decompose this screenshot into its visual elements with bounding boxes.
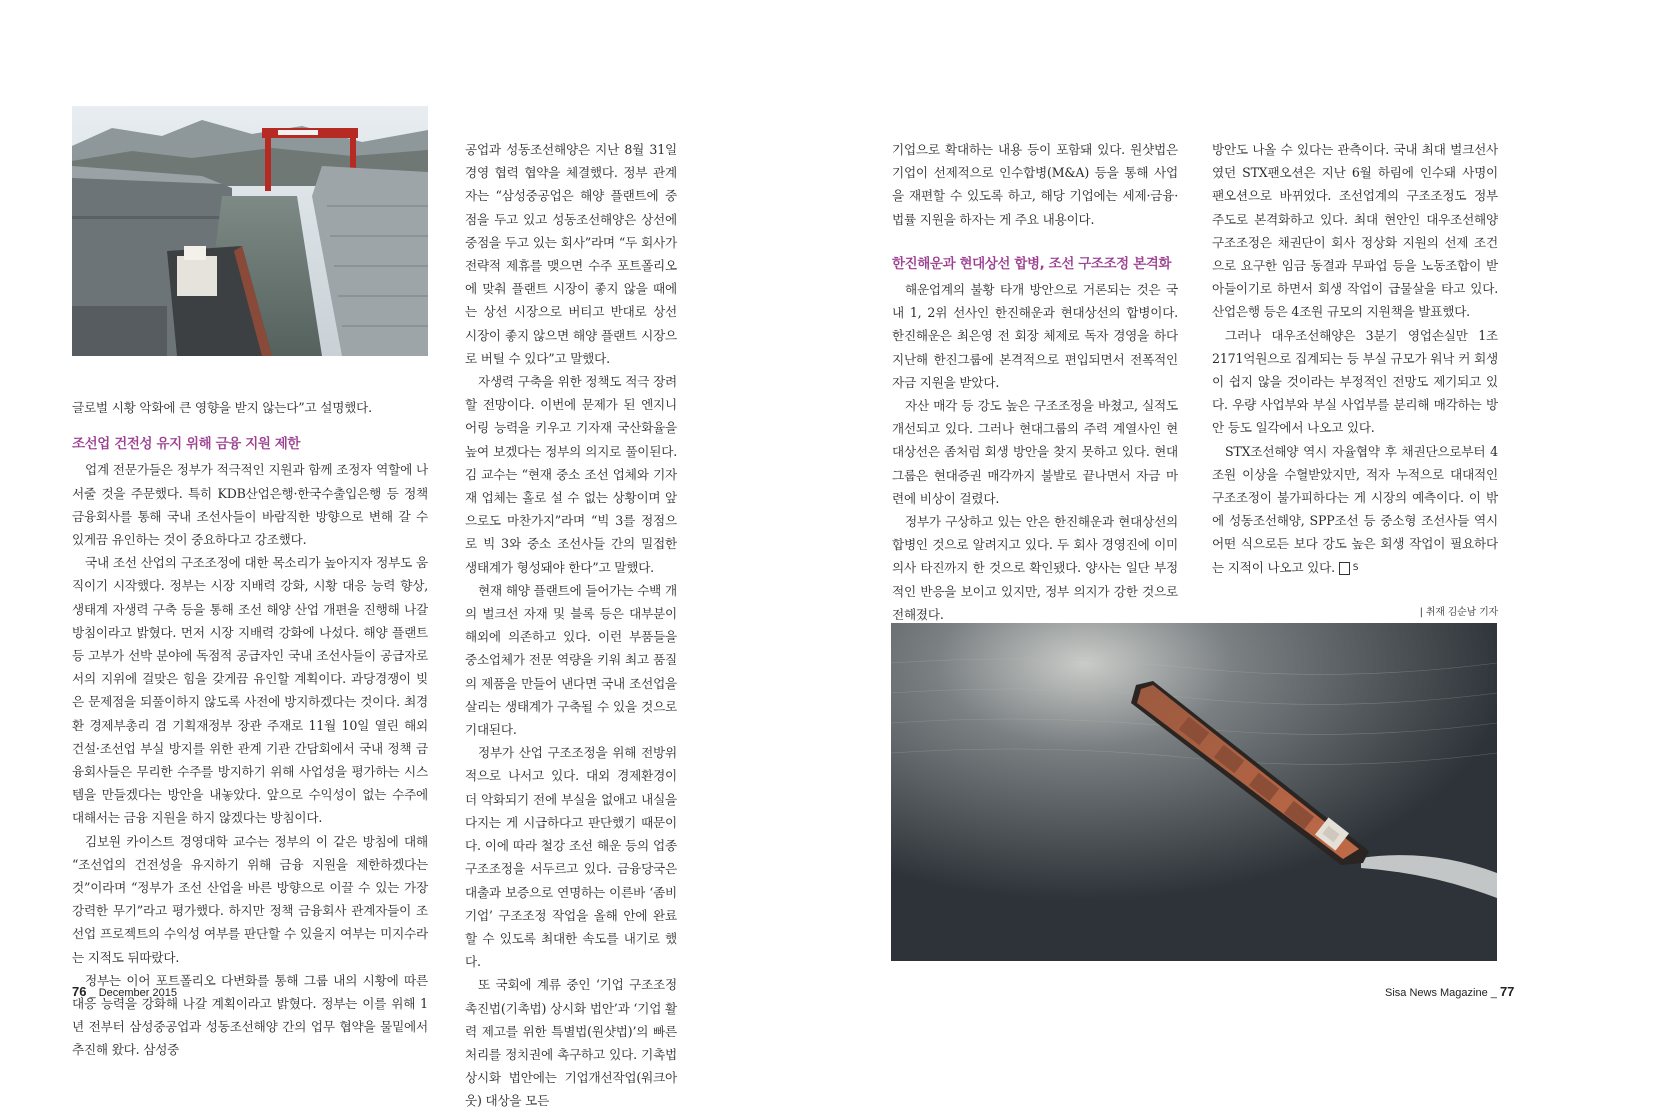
- paragraph: 자산 매각 등 강도 높은 구조조정을 바쳤고, 실적도 개선되고 있다. 그러나 현대그룹의 주력 계열사인 현대상선은 좀처럼 회생 방안을 찾지 못하고 있다. 현대그룹은 현대증권 매각까지 불발로 끝나면서 자금 마련에 비상이 걸렸다.: [892, 398, 1178, 506]
- end-mark-icon: S: [1339, 562, 1350, 575]
- paragraph: 그러나 대우조선해양은 3분기 영업손실만 1조2171억원으로 집계되는 등 부실 규모가 워낙 커 회생이 쉽지 않을 것이라는 부정적인 전망도 제기되고 있다. 우량 사업부와 부실 사업부를 분리해 매각하는 방안 등도 일각에서 나오고 있다.: [1212, 327, 1498, 436]
- paragraph: 국내 조선 산업의 구조조정에 대한 목소리가 높아지자 정부도 움직이기 시작했다. 정부는 시장 지배력 강화, 시황 대응 능력 향상, 생태계 자생력 구축 등을 통해 조선 해양 산업 개편을 진행해 나갈 방침이라고 밝혔다. 먼저 시장 지배력 강화에 나섰다. 해양 플랜트 등 고부가 선박 분야에 독점적 공급자인 국내 조선사들이 공급자로서의 지위에 걸맞은 힘을 갖게끔 유인할 계획이다. 과당경쟁이 빚은 문제점을 되풀이하지 않도록 사전에 방지하겠다는 것이다. 최경환 경제부총리 겸 기획재정부 장관 주재로 11월 10일 열린 해외 건설·조선업 부실 방지를 위한 관계 기관 간담회에서 국내 정책 금융회사들은 무리한 수주를 방지하기 위해 사업성을 평가하는 시스템을 만들겠다는 방안을 내놓았다. 앞으로 수익성이 없는 수주에 대해서는 금융 지원을 하지 않겠다는 방침이다.: [72, 555, 428, 826]
- paragraph: 방안도 나올 수 있다는 관측이다. 국내 최대 벌크선사였던 STX팬오션은 지난 6월 하림에 인수돼 사명이 팬오션으로 바뀌었다. 조선업계의 구조조정도 정부 주도로 본격화하고 있다. 최대 현안인 대우조선해양 구조조정은 채권단이 회사 정상화 지원의 선제 조건으로 요구한 임금 동결과 무파업 등을 노동조합이 받아들이기로 하면서 회생 작업이 급물살을 타고 있다. 산업은행 등은 4조원 규모의 지원책을 발표했다.: [1212, 142, 1498, 320]
- last-paragraph-text: STX조선해양 역시 자율협약 후 채권단으로부터 4조원 이상을 수혈받았지만, 적자 누적으로 대대적인 구조조정이 불가피하다는 게 시장의 예측이다. 이 밖에 성동조선해양, SPP조선 등 중소형 조선사들 역시 어떤 식으로든 보다 강도 높은 회생 작업이 필요하다는 지적이 나오고 있다.: [1212, 443, 1498, 575]
- issue-date: December 2015: [98, 987, 177, 999]
- footer-separator: _: [89, 987, 96, 999]
- paragraph: 정부가 산업 구조조정을 위해 전방위적으로 나서고 있다. 대외 경제환경이 더 악화되기 전에 부실을 없애고 내실을 다지는 게 시급하다고 판단했기 때문이다. 이에 따라 철강 조선 해운 등의 업종 구조조정을 서두르고 있다. 금융당국은 대출과 보증으로 연명하는 이른바 ‘좀비기업’ 구조조정 작업을 올해 안에 완료할 수 있도록 최대한 속도를 내기로 했다.: [465, 745, 677, 970]
- paragraph: 자생력 구축을 위한 정책도 적극 장려할 전망이다. 이번에 문제가 된 엔지니어링 능력을 키우고 기자재 국산화율을 높여 보겠다는 정부의 의지로 풀이된다. 김 교수는 “현재 중소 조선 업체와 기자재 업체는 홀로 설 수 없는 상황이며 앞으로도 마찬가지”라며 “빅 3를 정점으로 빅 3와 중소 조선사들 간의 밀접한 생태계가 형성돼야 한다”고 말했다.: [465, 374, 677, 575]
- section-heading-financial-support: 조선업 건전성 유지 위해 금융 지원 제한: [72, 436, 301, 453]
- cargo-ship-illustration: [891, 623, 1497, 961]
- paragraph: 정부는 이어 포트폴리오 다변화를 통해 그룹 내의 시황에 따른 대응 능력을 강화해 나갈 계획이라고 밝혔다. 정부는 이를 위해 1년 전부터 삼성중공업과 성동조선해양 간의 업무 협약을 물밑에서 추진해 왔다. 삼성중: [72, 972, 428, 1058]
- magazine-name: Sisa News Magazine _: [1385, 987, 1497, 999]
- section-heading-hanjin-hyundai-merger: 한진해운과 현대상선 합병, 조선 구조조정 본격화: [892, 255, 1172, 272]
- paragraph: 김보원 카이스트 경영대학 교수는 정부의 이 같은 방침에 대해 “조선업의 건전성을 유지하기 위해 금융 지원을 제한하겠다는 것”이라며 “정부가 조선 산업을 바른 방향으로 이끌 수 있는 가장 강력한 무기”라고 평가했다. 하지만 정책 금융회사 관계자들이 조선업 프로젝트의 수익성 여부를 판단할 수 있을지 여부는 미지수라는 지적도 뒤따랐다.: [72, 833, 428, 965]
- paragraph: 해운업계의 불황 타개 방안으로 거론되는 것은 국내 1, 2위 선사인 한진해운과 현대상선의 합병이다. 한진해운은 최은영 전 회장 체제로 독자 경영을 하다 지난해 한진그룹에 본격적으로 편입되면서 전폭적인 자금 지원을 받았다.: [892, 282, 1178, 390]
- shipyard-illustration: [72, 106, 428, 356]
- page-number-left: 76: [72, 984, 87, 999]
- shipyard-photo: [72, 106, 428, 356]
- paragraph: 또 국회에 계류 중인 ‘기업 구조조정 촉진법(기촉법) 상시화 법안’과 ‘기업 활력 제고를 위한 특별법(원샷법)’의 빠른 처리를 정치권에 촉구하고 있다. 기촉법 상시화 법안에는 기업개선작업(워크아웃) 대상을 모든: [465, 977, 677, 1109]
- paragraph: [1212, 440, 1498, 579]
- column-1-opening: 글로벌 시황 악화에 큰 영향을 받지 않는다”고 설명했다.: [72, 400, 372, 415]
- cargo-ship-aerial-photo: [891, 623, 1497, 961]
- paragraph: 공업과 성동조선해양은 지난 8월 31일 경영 협력 협약을 체결했다. 정부 관계자는 “삼성중공업은 해양 플랜트에 중점을 두고 있고 성동조선해양은 상선에 중점을 두고 있는 회사”라며 “두 회사가 전략적 제휴를 맺으면 수주 포트폴리오에 맞춰 플랜트 시장이 좋지 않을 때에는 상선 시장으로 버티고 반대로 상선 시장이 좋지 않으면 해양 플랜트 시장으로 버틸 수 있다”고 말했다.: [465, 142, 677, 366]
- column-3-opening: 기업으로 확대하는 내용 등이 포함돼 있다. 원샷법은 기업이 선제적으로 인수합병(M&A) 등을 통해 사업을 재편할 수 있도록 하고, 해당 기업에는 세제·금융·법률 지원을 하자는 게 주요 내용이다.: [892, 142, 1178, 227]
- article-column-4: [1212, 138, 1498, 624]
- paragraph: 현재 해양 플랜트에 들어가는 수백 개의 벌크선 자재 및 블록 등은 대부분이 해외에 의존하고 있다. 이런 부품들을 중소업체가 전문 역량을 키워 최고 품질의 제품을 만들어 낸다면 국내 조선업을 살리는 생태계가 구축될 수 있을 것으로 기대된다.: [465, 582, 677, 738]
- page-number-right: 77: [1499, 984, 1515, 999]
- article-column-1: [72, 396, 428, 1062]
- article-column-2: [465, 138, 677, 1113]
- paragraph: 정부가 구상하고 있는 안은 한진해운과 현대상선의 합병인 것으로 알려지고 있다. 두 회사 경영진에 이미 의사 타진까지 한 것으로 확인됐다. 양사는 일단 부정적인 반응을 보이고 있지만, 정부 의지가 강한 것으로 전해졌다.: [892, 514, 1178, 622]
- paragraph: 업계 전문가들은 정부가 적극적인 지원과 함께 조정자 역할에 나서줄 것을 주문했다. 특히 KDB산업은행·한국수출입은행 등 정책 금융회사를 통해 국내 조선사들이 바람직한 방향으로 변해 갈 수 있게끔 유인하는 것이 중요하다고 강조했다.: [72, 462, 428, 548]
- left-page-footer: [72, 984, 177, 999]
- right-page-footer: [1385, 984, 1514, 999]
- byline: | 취재 김순남 기자: [1419, 606, 1498, 618]
